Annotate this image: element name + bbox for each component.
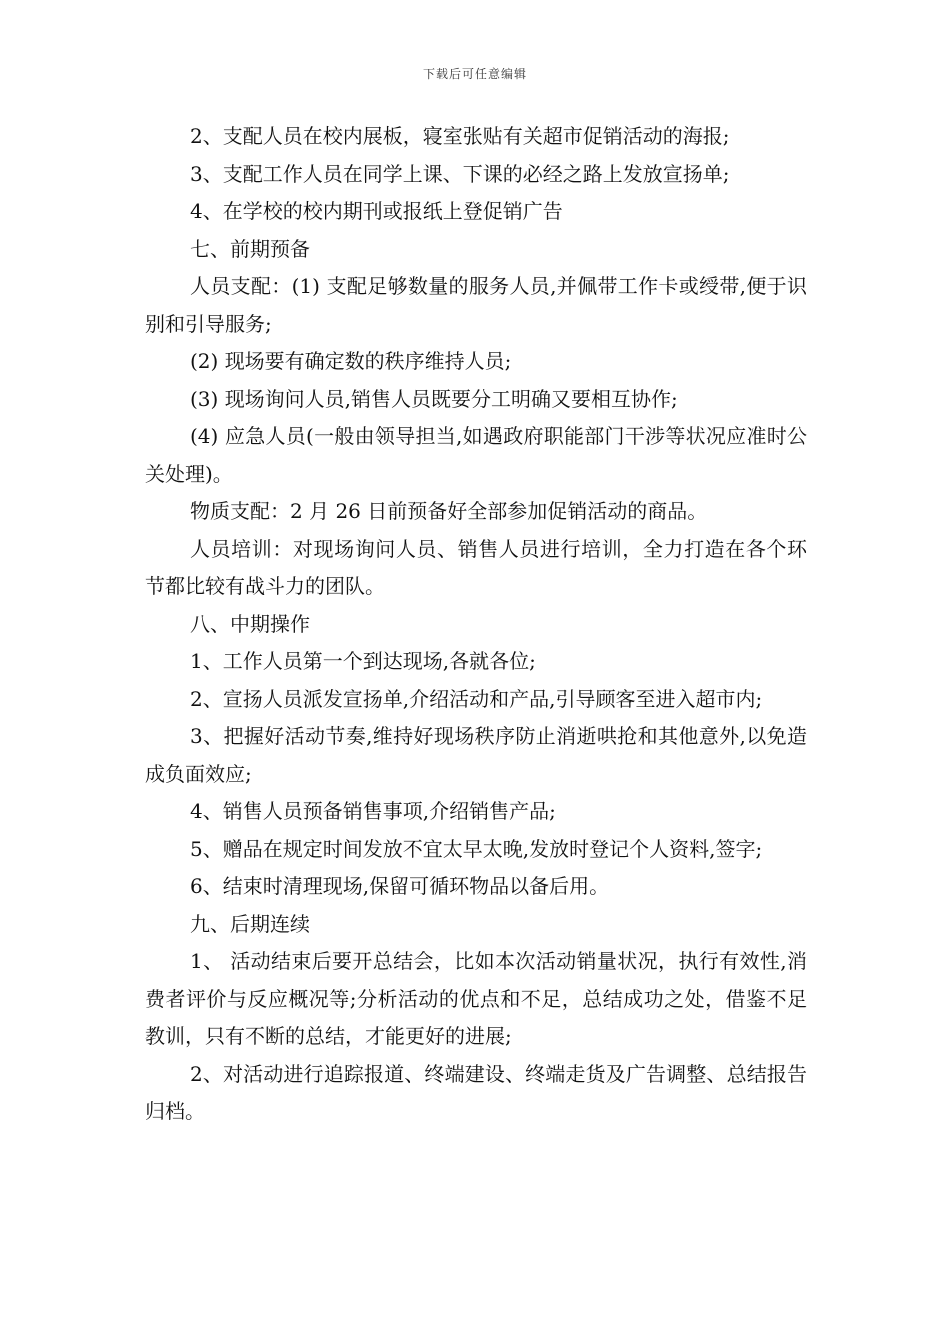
paragraph-order-staff: (2) 现场要有确定数的秩序维持人员; (190, 349, 512, 373)
paragraph-distribute-flyers: 2、宣扬人员派发宣扬单,介绍活动和产品,引导顾客至进入超市内; (190, 686, 763, 711)
section-heading-preparation: 七、前期预备 (190, 236, 310, 261)
paragraph-material-arrangement: 物质支配：2 月 26 日前预备好全部参加促销活动的商品。 (190, 499, 708, 523)
paragraph-staff-training: 人员培训：对现场询问人员、销售人员进行培训，全力打造在各个环节都比较有战斗力的团队。 (145, 536, 807, 598)
paragraph-campus-ad: 4、在学校的校内期刊或报纸上登促销广告 (190, 199, 563, 223)
paragraph-tracking-report: 2、对活动进行追踪报道、终端建设、终端走货及广告调整、总结报告归档。 (145, 1061, 807, 1123)
paragraph-emergency-staff: (4) 应急人员(一般由领导担当,如遇政府职能部门干涉等状况应准时公关处理)。 (145, 424, 807, 486)
paragraph-gift-distribution: 5、赠品在规定时间发放不宜太早太晚,发放时登记个人资料,签字; (190, 836, 763, 861)
paragraph-arrive-on-site: 1、工作人员第一个到达现场,各就各位; (190, 649, 536, 673)
paragraph-flyer-distribution: 3、支配工作人员在同学上课、下课的必经之路上发放宣扬单; (190, 161, 730, 186)
paragraph-cleanup: 6、结束时清理现场,保留可循环物品以备后用。 (190, 874, 610, 898)
section-heading-midterm: 八、中期操作 (190, 611, 310, 636)
paragraph-staff-arrangement: 人员支配：(1) 支配足够数量的服务人员,并佩带工作卡或绶带,便于识别和引导服务; (145, 274, 807, 336)
section-heading-followup: 九、后期连续 (190, 911, 310, 936)
paragraph-sales-prep: 4、销售人员预备销售事项,介绍销售产品; (190, 799, 556, 823)
paragraph-promo-poster: 2、支配人员在校内展板，寝室张贴有关超市促销活动的海报; (190, 124, 730, 148)
paragraph-control-rhythm: 3、把握好活动节奏,维持好现场秩序防止消逝哄抢和其他意外,以免造成负面效应; (145, 724, 807, 786)
page-header-note: 下载后可任意编辑 (422, 67, 527, 81)
paragraph-summary-meeting: 1、 活动结束后要开总结会，比如本次活动销量状况，执行有效性,消费者评价与反应概况等;分析活动的优点和不足，总结成功之处，借鉴不足教训，只有不断的总结，才能更好的进展; (145, 949, 807, 1048)
document-body (145, 118, 807, 1131)
paragraph-inquiry-staff: (3) 现场询问人员,销售人员既要分工明确又要相互协作; (190, 386, 678, 411)
